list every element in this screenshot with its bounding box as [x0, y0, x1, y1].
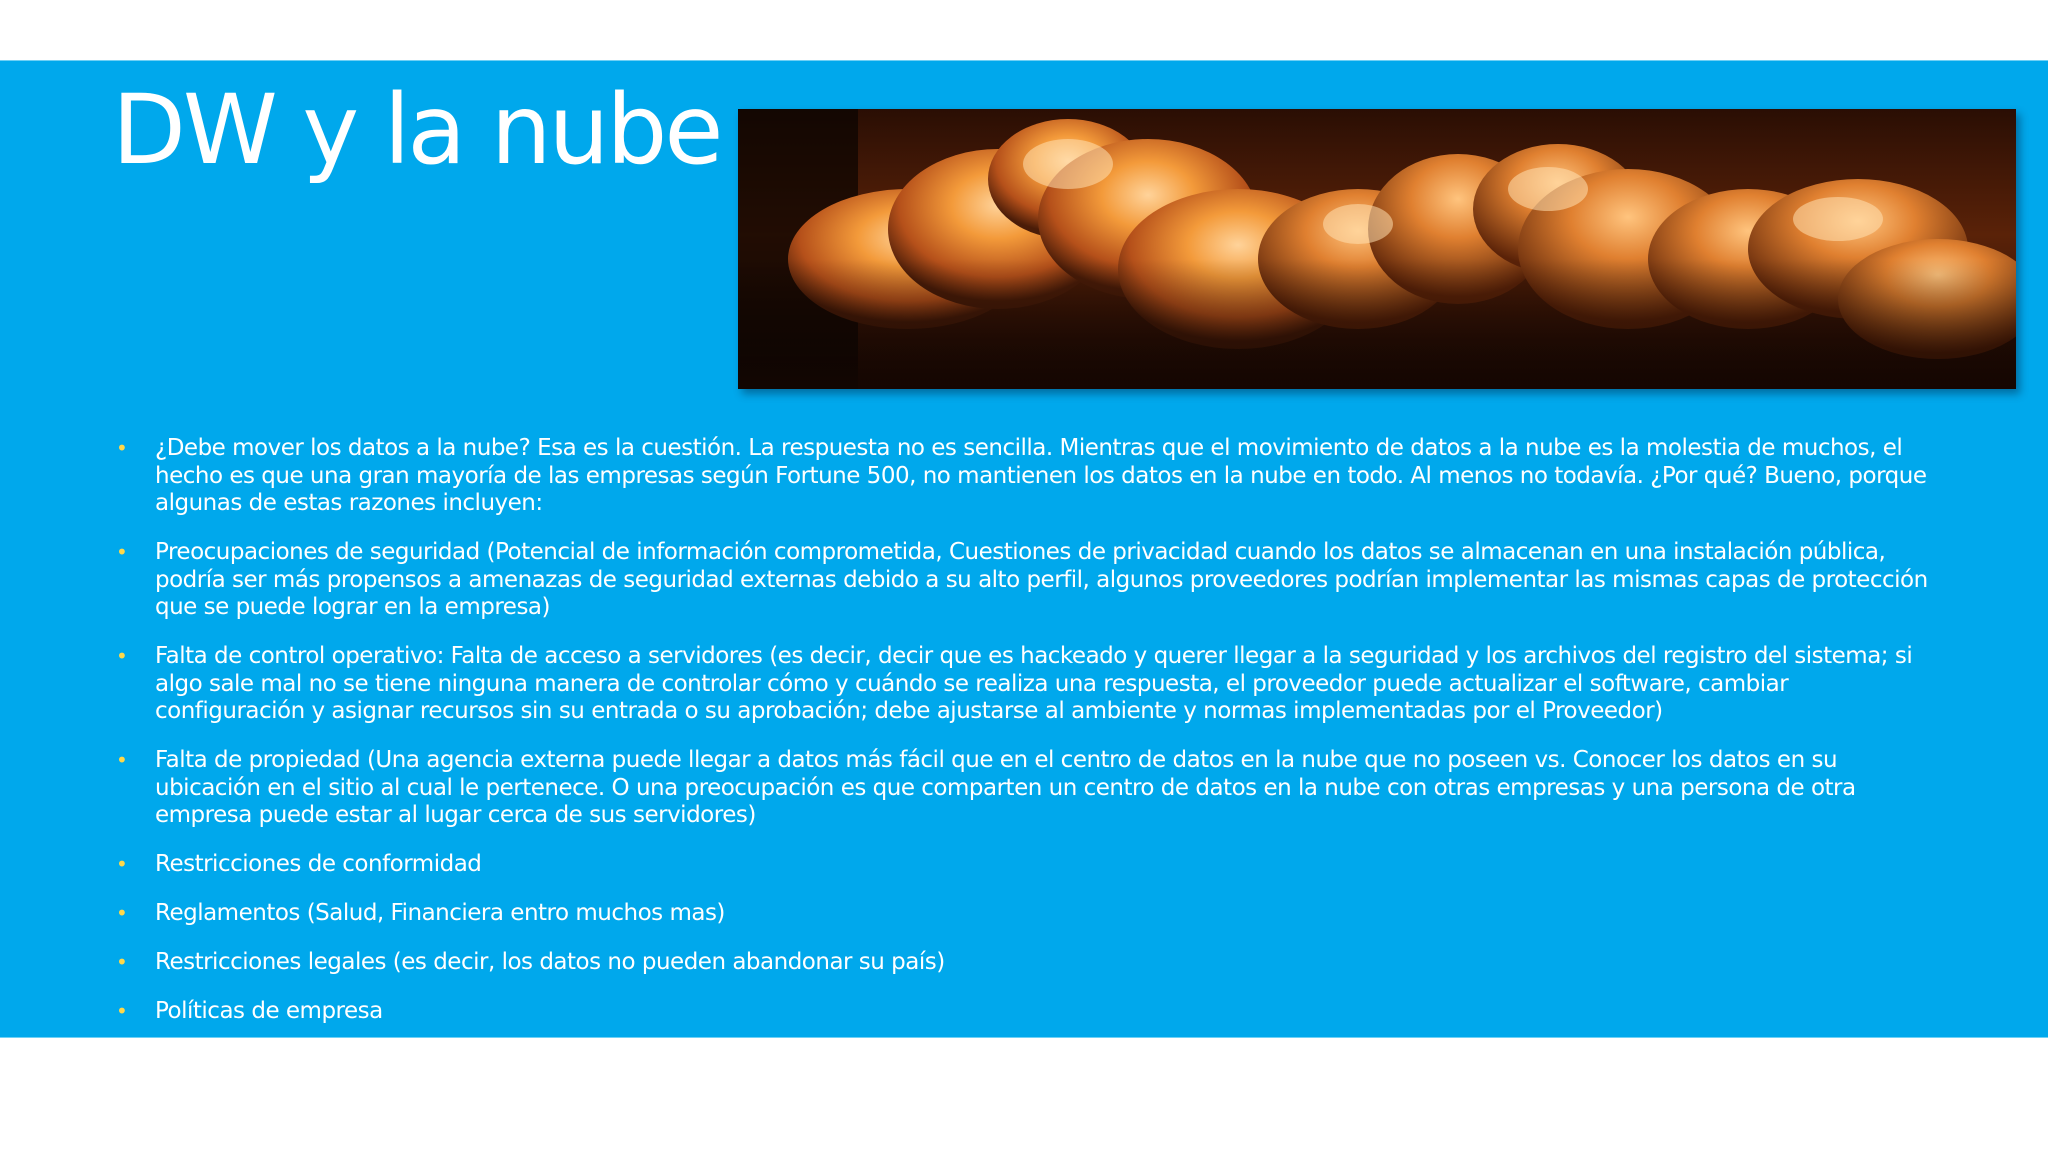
slide: [0, 60, 2048, 1038]
list-item: • Restricciones de conformidad: [112, 851, 1942, 879]
clouds-photo-image: [738, 109, 2016, 389]
bullet-list: [112, 435, 1942, 1038]
list-item: • Reglamentos (Salud, Financiera entro muchos mas): [112, 900, 1942, 928]
list-item: • ¿Debe mover los datos a la nube? Esa es la cuestión. La respuesta no es sencilla. Mientras que el movimiento de datos a la nube es la molestia de muchos, el hecho es que una gran mayoría de las empresas según Fortune 500, no mantienen los datos en la nube en todo. Al menos no todavía. ¿Por qué? Bueno, porque algunas de estas razones incluyen:: [112, 435, 1942, 518]
list-item: • Restricciones legales (es decir, los datos no pueden abandonar su país): [112, 949, 1942, 977]
list-item: • Falta de propiedad (Una agencia externa puede llegar a datos más fácil que en el centro de datos en la nube que no poseen vs. Conocer los datos en su ubicación en el sitio al cual le pertenece. O una preocupación es que comparten un centro de datos en la nube con otras empresas y una persona de otra empresa puede estar al lugar cerca de sus servidores): [112, 747, 1942, 830]
list-item: • Preocupaciones de seguridad (Potencial de información comprometida, Cuestiones de privacidad cuando los datos se almacenan en una instalación pública, podría ser más propensos a amenazas de seguridad externas debido a su alto perfil, algunos proveedores podrían implementar las mismas capas de protección que se puede lograr en la empresa): [112, 539, 1942, 622]
slide-title: DW y la nube: [112, 74, 721, 186]
list-item: • Políticas de empresa: [112, 998, 1942, 1026]
list-item: • Falta de control operativo: Falta de acceso a servidores (es decir, decir que es hackeado y querer llegar a la seguridad y los archivos del registro del sistema; si algo sale mal no se tiene ninguna manera de controlar cómo y cuándo se realiza una respuesta, el proveedor puede actualizar el software, cambiar configuración y asignar recursos sin su entrada o su aprobación; debe ajustarse al ambiente y normas implementadas por el Proveedor): [112, 643, 1942, 726]
clouds-photo: [738, 109, 2016, 389]
